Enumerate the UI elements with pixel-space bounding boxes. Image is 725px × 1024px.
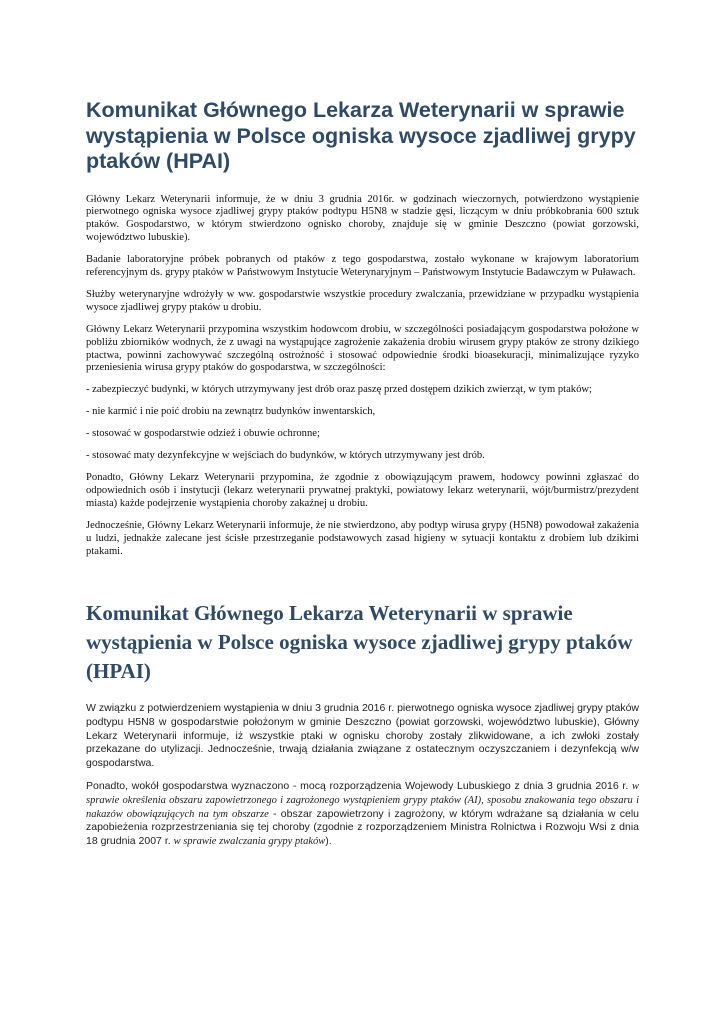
list-item-no-outdoor-feeding: - nie karmić i nie poić drobiu na zewnątrz budynków inwentarskich, [86, 406, 376, 418]
list-item-protective-clothing: - stosować w gospodarstwie odzież i obuwie ochronne; [86, 428, 320, 440]
regulation-title-italic: w sprawie określenia obszaru zapowietrzonego i zagrożonego wystąpieniem grypy ptaków (AI), sposobu znakowania tego obszaru i nakazów obowiązujących na tym obszarze [86, 781, 639, 820]
paragraph-reminder: Główny Lekarz Weterynarii przypomina wszystkim hodowcom drobiu, w szczególności posiadającym gospodarstwa położone w pobliżu zbiorników wodnych, że z uwagi na wystąpujące zagrożenie zakażenia drobiu wirusem grypy ptaków ze strony dzikiego ptactwa, powinni zachowywać szczególną ostrożność i stosować odpowiednie środki bioasekuracji, minimalizujące ryzyko przeniesienia wirusa grypy ptaków do gospodarstwa, w szczególności: [86, 323, 639, 374]
paragraph-restricted-zone [86, 780, 639, 848]
zone-text-part2: - obszar zapowietrzony i zagrożony, w którym wdrażane są działania w celu zapobieżenia rozprzestrzeniania się tej choroby (zgodnie z rozporządzeniem Ministra Rolnictwa i Rozwoju Wsi z dnia 18 grudnia 2007 r. [86, 807, 639, 847]
paragraph-reporting: Ponadto, Główny Lekarz Weterynarii przypomina, że zgodnie z obowiązującym prawem, hodowcy powinni zgłaszać do odpowiednich osób i instytucji (lekarz weterynarii prywatnej praktyki, powiatowy lekarz weterynarii, wójt/burmistrz/prezydent miasta) każde podejrzenie wystąpienia choroby zakaźnej u drobiu. [86, 472, 639, 509]
document-content [86, 98, 639, 858]
zone-text-part3: ). [325, 834, 332, 847]
paragraph-services: Służby weterynaryjne wdrożyły w ww. gospodarstwie wszystkie procedury zwalczania, przewidziane w przypadku wystąpienia wysoce zjadliwej grypy ptaków u drobiu. [86, 288, 639, 313]
zone-text-part1: Ponadto, wokół gospodarstwa wyznaczono - mocą rozporządzenia Wojewody Lubuskiego z dnia 3 grudnia 2016 r. [86, 780, 632, 793]
ministry-regulation-title-italic: w sprawie zwalczania grypy ptaków [173, 835, 326, 847]
list-item-disinfection-mats: - stosować maty dezynfekcyjne w wejściach do budynków, w których utrzymywany jest drób. [86, 450, 485, 462]
paragraph-human-risk: Jednocześnie, Główny Lekarz Weterynarii informuje, że nie stwierdzono, aby podtyp wirusa grypy (H5N8) powodował zakażenia u ludzi, jednakże zalecane jest ścisłe przestrzeganie podstawowych zasad higieny w sytuacji kontaktu z drobiem lub dzikimi ptakami. [86, 519, 639, 557]
page-title: Komunikat Głównego Lekarza Weterynarii w sprawie wystąpienia w Polsce ogniska wysoce zjadliwej grypy ptaków (HPAI) [86, 98, 636, 173]
paragraph-intro: Główny Lekarz Weterynarii informuje, że w dniu 3 grudnia 2016r. w godzinach wieczornych, potwierdzono wystąpienie pierwotnego ogniska wysoce zjadliwej grypy ptaków podtypu H5N8 w stadzie gęsi, liczącym w dniu próbkobrania 600 sztuk ptaków. Gospodarstwo, w którym stwierdzono ognisko choroby, znajduje się w gminie Deszczno (powiat gorzowski, województwo lubuskie). [86, 193, 639, 244]
list-item-secure-buildings: - zabezpieczyć budynki, w których utrzymywany jest drób oraz paszę przed dostępem dzikich zwierząt, w tym ptaków; [86, 384, 592, 396]
paragraph-liquidation: W związku z potwierdzeniem wystąpienia w dniu 3 grudnia 2016 r. pierwotnego ogniska wysoce zjadliwej grypy ptaków podtypu H5N8 w gospodarstwie położonym w gminie Deszczno (powiat gorzowski, województwo lubuskie), Główny Lekarz Weterynarii informuje, iż wszystkie ptaki w ognisku choroby zostały zlikwidowane, a ich zwłoki zostały przekazane do utylizacji. Jednocześnie, trwają działania związane z ostatecznym oczyszczaniem i dezynfekcją w/w gospodarstwa. [86, 702, 639, 769]
paragraph-laboratory: Badanie laboratoryjne próbek pobranych od ptaków z tego gospodarstwa, zostało wykonane w krajowym laboratorium referencyjnym ds. grypy ptaków w Państwowym Instytucie Weterynaryjnym – Państwowym Instytucie Badawczym w Puławach. [86, 254, 639, 279]
section-title: Komunikat Głównego Lekarza Weterynarii w sprawie wystąpienia w Polsce ogniska wysoce zjadliwej grypy ptaków (HPAI) [86, 601, 633, 684]
